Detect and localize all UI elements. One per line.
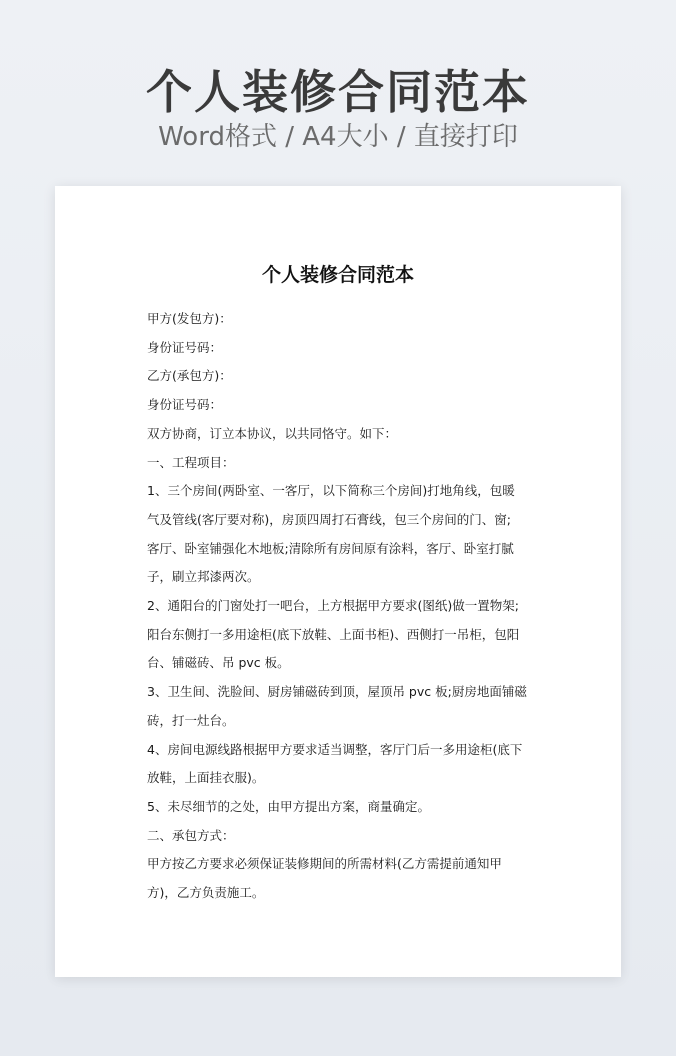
clause-line: 1、三个房间(两卧室、一客厅，以下简称三个房间)打地角线，包暖	[147, 483, 515, 499]
clause-line: 2、通阳台的门窗处打一吧台，上方根据甲方要求(图纸)做一置物架;	[147, 598, 519, 614]
clause-line: 客厅、卧室铺强化木地板;清除所有房间原有涂料，客厅、卧室打腻	[147, 540, 514, 556]
clause-line: 子，刷立邦漆两次。	[147, 569, 260, 585]
clause-line: 砖，打一灶台。	[147, 712, 235, 728]
clause-line: 气及管线(客厅要对称)，房顶四周打石膏线，包三个房间的门、窗;	[147, 511, 511, 527]
banner-title: 个人装修合同范本	[146, 65, 530, 119]
clause-line: 放鞋，上面挂衣服)。	[147, 770, 265, 786]
banner-subtitle: Word格式 / A4大小 / 直接打印	[158, 122, 518, 152]
clause-line: 5、未尽细节的之处，由甲方提出方案，商量确定。	[147, 798, 430, 814]
clause-line: 4、房间电源线路根据甲方要求适当调整，客厅门后一多用途柜(底下	[147, 741, 523, 757]
document-title: 个人装修合同范本	[261, 264, 414, 286]
clause-line: 甲方按乙方要求必须保证装修期间的所需材料(乙方需提前通知甲	[147, 856, 502, 872]
agreement-intro: 双方协商，订立本协议，以共同恪守。如下：	[147, 425, 398, 441]
party-a-line: 甲方(发包方)：	[147, 311, 232, 326]
clause-line: 台、铺磁砖、吊 pvc 板。	[147, 655, 290, 671]
party-b-id-line: 身份证号码：	[147, 397, 223, 413]
clause-line: 3、卫生间、洗脸间、厨房铺磁砖到顶，屋顶吊 pvc 板;厨房地面铺磁	[147, 684, 527, 700]
clause-line: 阳台东侧打一多用途柜(底下放鞋、上面书柜)、西侧打一吊柜，包阳	[147, 626, 520, 642]
party-a-id-line: 身份证号码：	[147, 339, 223, 355]
section-heading-projects: 一、工程项目：	[147, 454, 235, 470]
party-b-line: 乙方(承包方)：	[147, 368, 232, 384]
document-page	[55, 186, 621, 977]
document-body	[147, 305, 535, 908]
section-heading-contract-method: 二、承包方式：	[147, 827, 235, 843]
clause-line: 方)，乙方负责施工。	[147, 885, 265, 901]
